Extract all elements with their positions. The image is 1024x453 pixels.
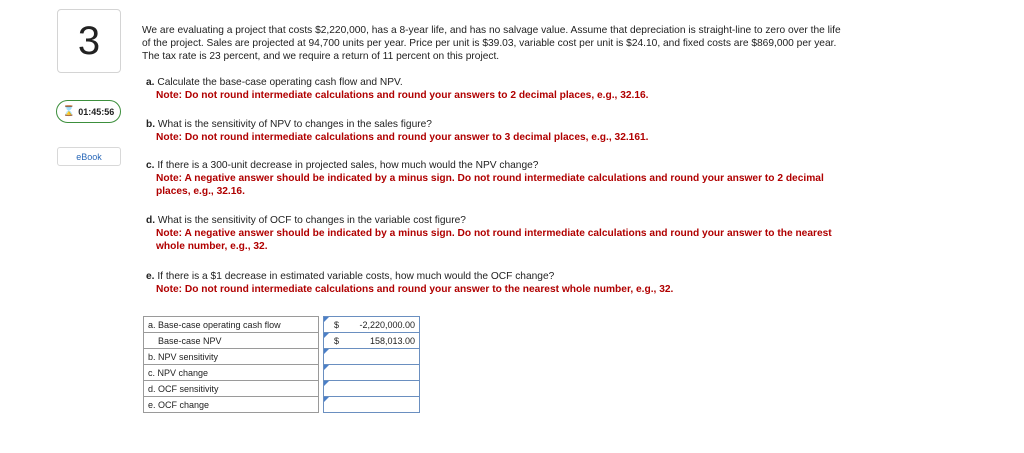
- part-c-text: If there is a 300-unit decrease in projected sales, how much would the NPV change?: [154, 160, 539, 171]
- input-flag-icon: [324, 397, 329, 402]
- part-e-text: If there is a $1 decrease in estimated variable costs, how much would the OCF change?: [154, 271, 555, 282]
- table-row: [144, 397, 420, 413]
- ebook-button[interactable]: eBook: [57, 147, 121, 166]
- part-e-note: Note: Do not round intermediate calculations and round your answer to the nearest whole number, e.g., 32.: [156, 284, 674, 295]
- part-a-note: Note: Do not round intermediate calculations and round your answers to 2 decimal places, e.g., 32.16.: [156, 90, 649, 101]
- hourglass-icon: ⌛: [62, 106, 76, 117]
- part-a: [146, 76, 649, 102]
- part-a-text: Calculate the base-case operating cash flow and NPV.: [154, 77, 403, 88]
- part-d-letter: d.: [146, 215, 156, 226]
- part-d-note: Note: A negative answer should be indicated by a minus sign. Do not round intermediate calculations and round your answer to the nearest whole number, e.g., 32.: [156, 228, 832, 252]
- part-b-text: What is the sensitivity of NPV to changes in the sales figure?: [155, 119, 432, 130]
- question-number-box: [57, 9, 121, 73]
- question-number: 3: [77, 18, 101, 63]
- ocf-sensitivity-input[interactable]: [324, 381, 420, 397]
- table-row: [144, 349, 420, 365]
- part-e: [146, 270, 836, 296]
- input-flag-icon: [324, 333, 329, 338]
- cell-value: -2,220,000.00: [359, 319, 415, 330]
- part-a-letter: a.: [146, 77, 155, 88]
- part-b: [146, 118, 649, 144]
- row-label: b. NPV sensitivity: [144, 349, 319, 365]
- npv-input[interactable]: [324, 333, 420, 349]
- table-row: [144, 333, 420, 349]
- input-flag-icon: [324, 381, 329, 386]
- table-row: [144, 365, 420, 381]
- npv-sensitivity-input[interactable]: [324, 349, 420, 365]
- ocf-change-input[interactable]: [324, 397, 420, 413]
- currency-symbol: $: [334, 319, 340, 330]
- part-e-letter: e.: [146, 271, 155, 282]
- timer-value: 01:45:56: [78, 106, 115, 117]
- table-row: [144, 317, 420, 333]
- part-c-note: Note: A negative answer should be indicated by a minus sign. Do not round intermediate calculations and round your answer to 2 decimal places, e.g., 32.16.: [156, 173, 824, 197]
- part-c-letter: c.: [146, 160, 155, 171]
- question-content: [142, 24, 842, 63]
- currency-symbol: $: [334, 335, 340, 346]
- part-d-text: What is the sensitivity of OCF to changes in the variable cost figure?: [155, 215, 466, 226]
- npv-change-input[interactable]: [324, 365, 420, 381]
- table-row: [144, 381, 420, 397]
- row-label: c. NPV change: [144, 365, 319, 381]
- part-c: [146, 159, 836, 198]
- row-label: e. OCF change: [144, 397, 319, 413]
- part-b-note: Note: Do not round intermediate calculations and round your answer to 3 decimal places, e.g., 32.161.: [156, 132, 649, 143]
- input-flag-icon: [324, 365, 329, 370]
- row-label: Base-case NPV: [144, 333, 319, 349]
- input-flag-icon: [324, 349, 329, 354]
- input-flag-icon: [324, 317, 329, 322]
- cell-value: 158,013.00: [369, 335, 415, 346]
- part-b-letter: b.: [146, 119, 156, 130]
- answer-table: [143, 316, 420, 413]
- row-label: a. Base-case operating cash flow: [144, 317, 319, 333]
- timer-badge: [56, 100, 121, 123]
- question-intro: We are evaluating a project that costs $2,220,000, has a 8-year life, and has no salvage value. Assume that depreciation is straight-line to zero over the life of the project. Sales are projected at 94,700 units per year. Price per unit is $39.03, variable cost per unit is $24.10, and fixed costs are $869,000 per year. The tax rate is 23 percent, and we require a return of 11 percent on this project.: [142, 25, 841, 62]
- part-d: [146, 214, 836, 253]
- row-label: d. OCF sensitivity: [144, 381, 319, 397]
- ocf-input[interactable]: [324, 317, 420, 333]
